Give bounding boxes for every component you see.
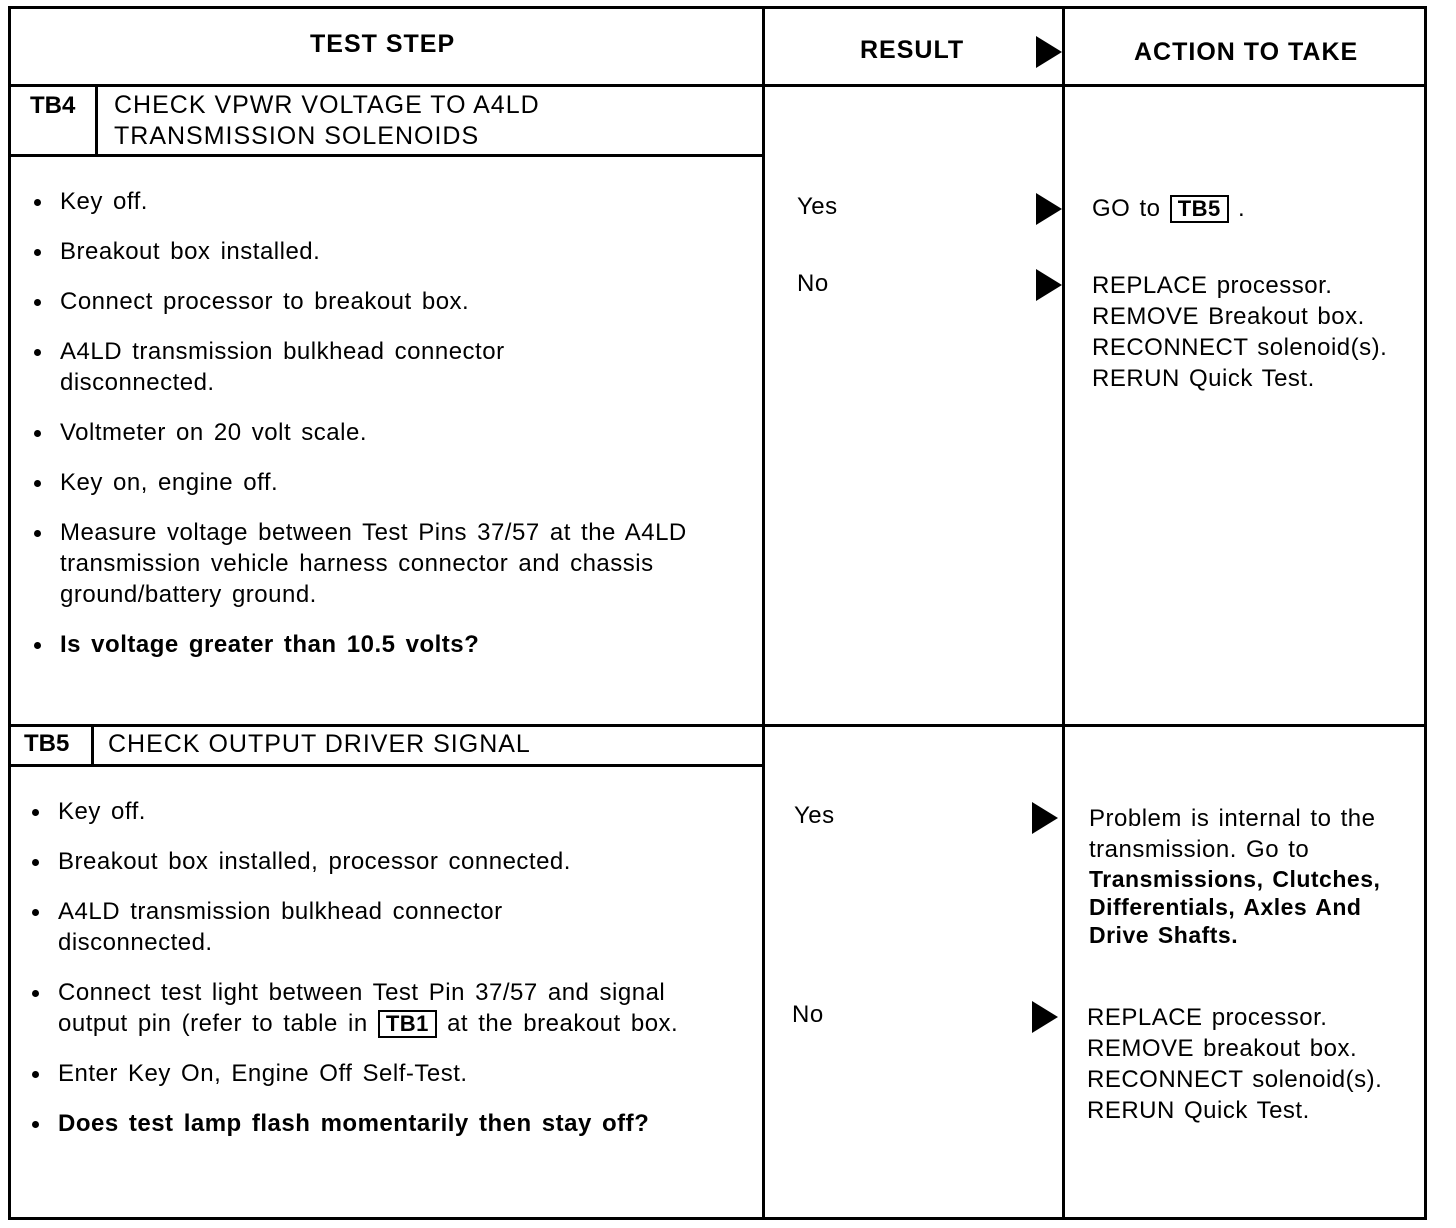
header-arrow-icon: [1036, 36, 1062, 68]
tb4-action-yes: [1092, 193, 1245, 224]
tb4-yes-arrow-icon: [1036, 193, 1062, 225]
tb5-action-no: REPLACE processor. REMOVE breakout box. RECONNECT solenoid(s). RERUN Quick Test.: [1087, 1004, 1383, 1124]
tb4-no-arrow-icon: [1036, 269, 1062, 301]
tb4-step: Key on, engine off.: [30, 467, 730, 498]
tb4-step: Voltmeter on 20 volt scale.: [30, 417, 730, 448]
tb5-steps: [28, 796, 708, 1139]
section-separator: [8, 724, 1427, 727]
tb5-step-test-light: [28, 977, 718, 1039]
tb4-title: [114, 90, 540, 152]
column-divider-right: [1062, 6, 1065, 1220]
tb4-action-yes-prefix: GO to: [1092, 195, 1161, 222]
tb4-step: Connect processor to breakout box.: [30, 286, 730, 317]
tb4-action-no: REPLACE processor. REMOVE Breakout box. RECONNECT solenoid(s). RERUN Quick Test.: [1092, 272, 1388, 392]
header-result: RESULT: [860, 36, 965, 64]
tb5-result-yes: Yes: [794, 802, 835, 829]
tb5-title-divider: [8, 764, 765, 767]
tb4-action-yes-suffix: .: [1237, 195, 1246, 222]
tb5-step: Key off.: [28, 796, 708, 827]
tb4-step: Measure voltage between Test Pins 37/57 at the A4LD transmission vehicle harness connector and chassis ground/battery ground.: [30, 517, 730, 610]
tb5-step: A4LD transmission bulkhead connector disconnected.: [28, 896, 618, 958]
tb5-step-test-light-end: at the breakout box.: [447, 1010, 679, 1037]
tb5-reference: TB5: [1170, 195, 1229, 223]
tb5-action-yes-text: Problem is internal to the transmission. Go to: [1089, 805, 1376, 863]
header-test-step: TEST STEP: [310, 30, 456, 58]
tb4-title-line2: TRANSMISSION SOLENOIDS: [114, 122, 480, 150]
tb4-title-divider: [8, 154, 765, 157]
tb5-step: Breakout box installed, processor connected.: [28, 846, 708, 877]
tb4-result-no: No: [797, 270, 829, 297]
column-divider-left: [762, 6, 765, 1220]
tb5-tag: TB5: [24, 730, 70, 757]
tb5-no-arrow-icon: [1032, 1001, 1058, 1033]
tb4-tag-divider: [95, 84, 98, 156]
tb5-action-yes: [1089, 803, 1414, 949]
tb5-step-question: Does test lamp flash momentarily then stay off?: [28, 1108, 698, 1139]
tb4-result-yes: Yes: [797, 193, 838, 220]
tb1-reference: TB1: [378, 1010, 437, 1038]
tb4-steps: [30, 186, 730, 660]
tb4-tag: TB4: [30, 92, 76, 119]
tb5-yes-arrow-icon: [1032, 802, 1058, 834]
header-action: ACTION TO TAKE: [1134, 38, 1359, 66]
tb5-step-test-light-text: Connect test light between Test Pin 37/57 and signal output pin (refer to table in: [58, 979, 666, 1037]
tb4-title-line1: CHECK VPWR VOLTAGE TO A4LD: [114, 91, 540, 119]
tb4-step: Key off.: [30, 186, 730, 217]
tb5-tag-divider: [91, 724, 94, 766]
tb4-step-question: Is voltage greater than 10.5 volts?: [30, 629, 730, 660]
tb5-action-yes-reference: Transmissions, Clutches, Differentials, Axles And Drive Shafts.: [1089, 866, 1381, 948]
tb5-result-no: No: [792, 1001, 824, 1028]
tb4-step: Breakout box installed.: [30, 236, 730, 267]
tb5-title: CHECK OUTPUT DRIVER SIGNAL: [108, 730, 531, 758]
header-divider: [8, 84, 1427, 87]
tb4-step: A4LD transmission bulkhead connector disconnected.: [30, 336, 620, 398]
tb5-step: Enter Key On, Engine Off Self-Test.: [28, 1058, 708, 1089]
